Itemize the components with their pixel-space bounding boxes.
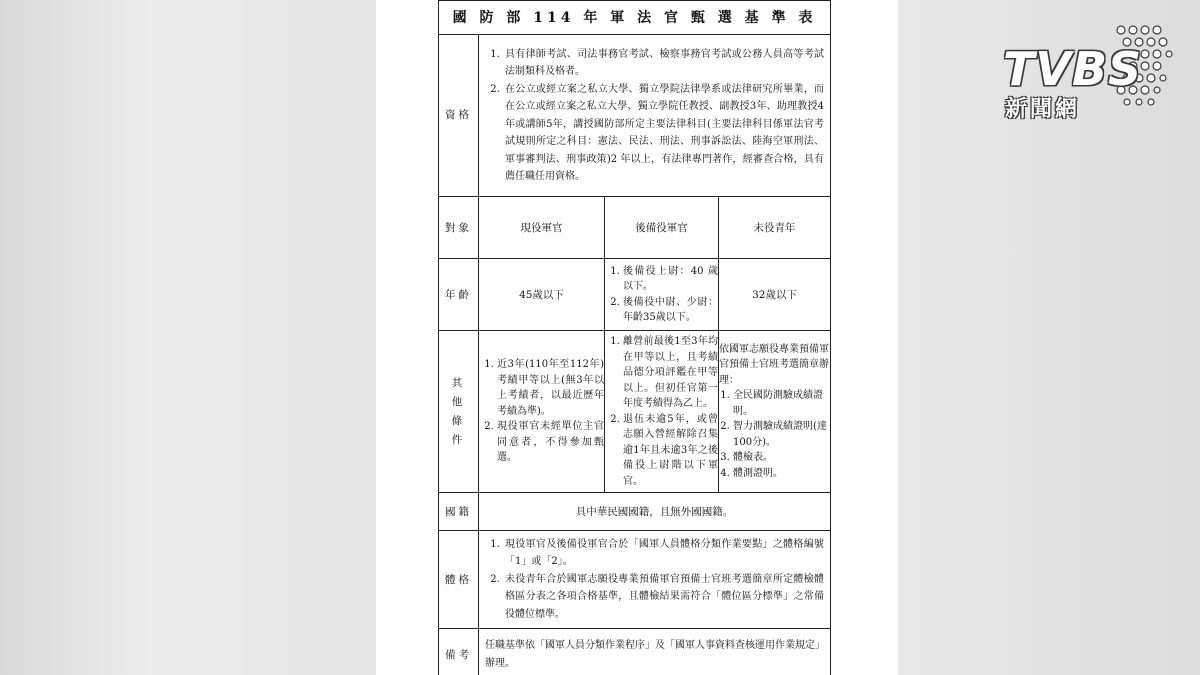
remarks-label: 備考 [439, 629, 479, 675]
target-active-officer: 現役軍官 [479, 197, 605, 259]
background-left [0, 0, 376, 675]
logo-text: TVBS [1003, 42, 1143, 96]
physique-label: 體格 [439, 531, 479, 629]
age-active: 45歲以下 [479, 259, 605, 331]
other-label: 其他條件 [439, 331, 479, 493]
other-civilian-item: 4. 體測證明。 [733, 466, 830, 482]
age-label: 年齡 [439, 259, 479, 331]
document-image [376, 0, 898, 675]
physique-content [479, 531, 831, 629]
table-title: 國 防 部 114 年 軍 法 官 甄 選 基 準 表 [439, 1, 831, 35]
selection-criteria-table [438, 0, 831, 675]
logo-subtitle: 新聞網 [1005, 97, 1081, 122]
physique-item: 2. 未役青年合於國軍志願役專業預備軍官預備士官班考選簡章所定體檢體格區分表之各項合格基準，且體檢結果需符合「體位區分標準」之常備役體位標準。 [503, 571, 824, 624]
other-active-item: 1. 近3年(110年至112年)考績甲等以上(無3年以上考績者，以最近歷年考績為準)。 [497, 357, 604, 419]
other-civilian-item: 1. 全民國防測驗成績證明。 [733, 388, 830, 419]
target-civilian-youth: 未役青年 [719, 197, 831, 259]
nationality-label: 國籍 [439, 493, 479, 531]
qualification-content [479, 35, 831, 197]
other-active [479, 331, 605, 493]
other-civilian-item: 2. 智力測驗成績證明(達100分)。 [733, 419, 830, 450]
other-civilian-item: 3. 體檢表。 [733, 450, 830, 466]
tvbs-logo [993, 22, 1183, 122]
target-label: 對象 [439, 197, 479, 259]
other-reserve-item: 2. 退伍未逾5年，或曾志願入營經解除召集逾1年且未逾3年之後備役上尉階以下軍官。 [623, 412, 718, 490]
age-reserve-item: 2. 後備役中尉、少尉：年齡35歲以下。 [623, 295, 718, 326]
age-civilian: 32歲以下 [719, 259, 831, 331]
nationality-text: 具中華民國國籍，且無外國國籍。 [479, 493, 831, 531]
other-civilian [719, 331, 831, 493]
remarks-text: 任職基準依「國軍人員分類作業程序」及「國軍人事資料查核運用作業規定」辦理。 [479, 629, 831, 675]
age-reserve [605, 259, 719, 331]
qualification-item: 2. 在公立或經立案之私立大學、獨立學院法律學系或法律研究所畢業，而在公立或經立案之私立大學、獨立學院任教授、副教授3年、助理教授4年或講師5年，講授國防部所定主要法律科目(主要法律科目係軍法官考試規則所定之科目：憲法、民法、刑法、刑事訴訟法、陸海空軍刑法、軍事審判法、刑事政策)2 年以上，有法律專門著作，經審查合格，具有薦任職任用資格。 [503, 81, 824, 186]
other-reserve-item: 1. 離營前最後1至3年均在甲等以上，且考績品德分項評鑑在甲等以上。但初任官第一年度考績得為乙上。 [623, 334, 718, 412]
age-reserve-item: 1. 後備役上尉：40 歲以下。 [623, 264, 718, 295]
qualification-label: 資格 [439, 35, 479, 197]
other-reserve [605, 331, 719, 493]
other-active-item: 2. 現役軍官未經單位主官同意者，不得參加甄選。 [497, 419, 604, 466]
target-reserve-officer: 後備役軍官 [605, 197, 719, 259]
qualification-item: 1. 具有律師考試、司法事務官考試、檢察事務官考試或公務人員高等考試法制類科及格者。 [503, 46, 824, 81]
other-civilian-intro: 依國軍志願役專業預備軍官預備士官班考選簡章辦理： [719, 343, 829, 386]
physique-item: 1. 現役軍官及後備役軍官合於「國軍人員體格分類作業要點」之體格編號「1」或「2」。 [503, 536, 824, 571]
